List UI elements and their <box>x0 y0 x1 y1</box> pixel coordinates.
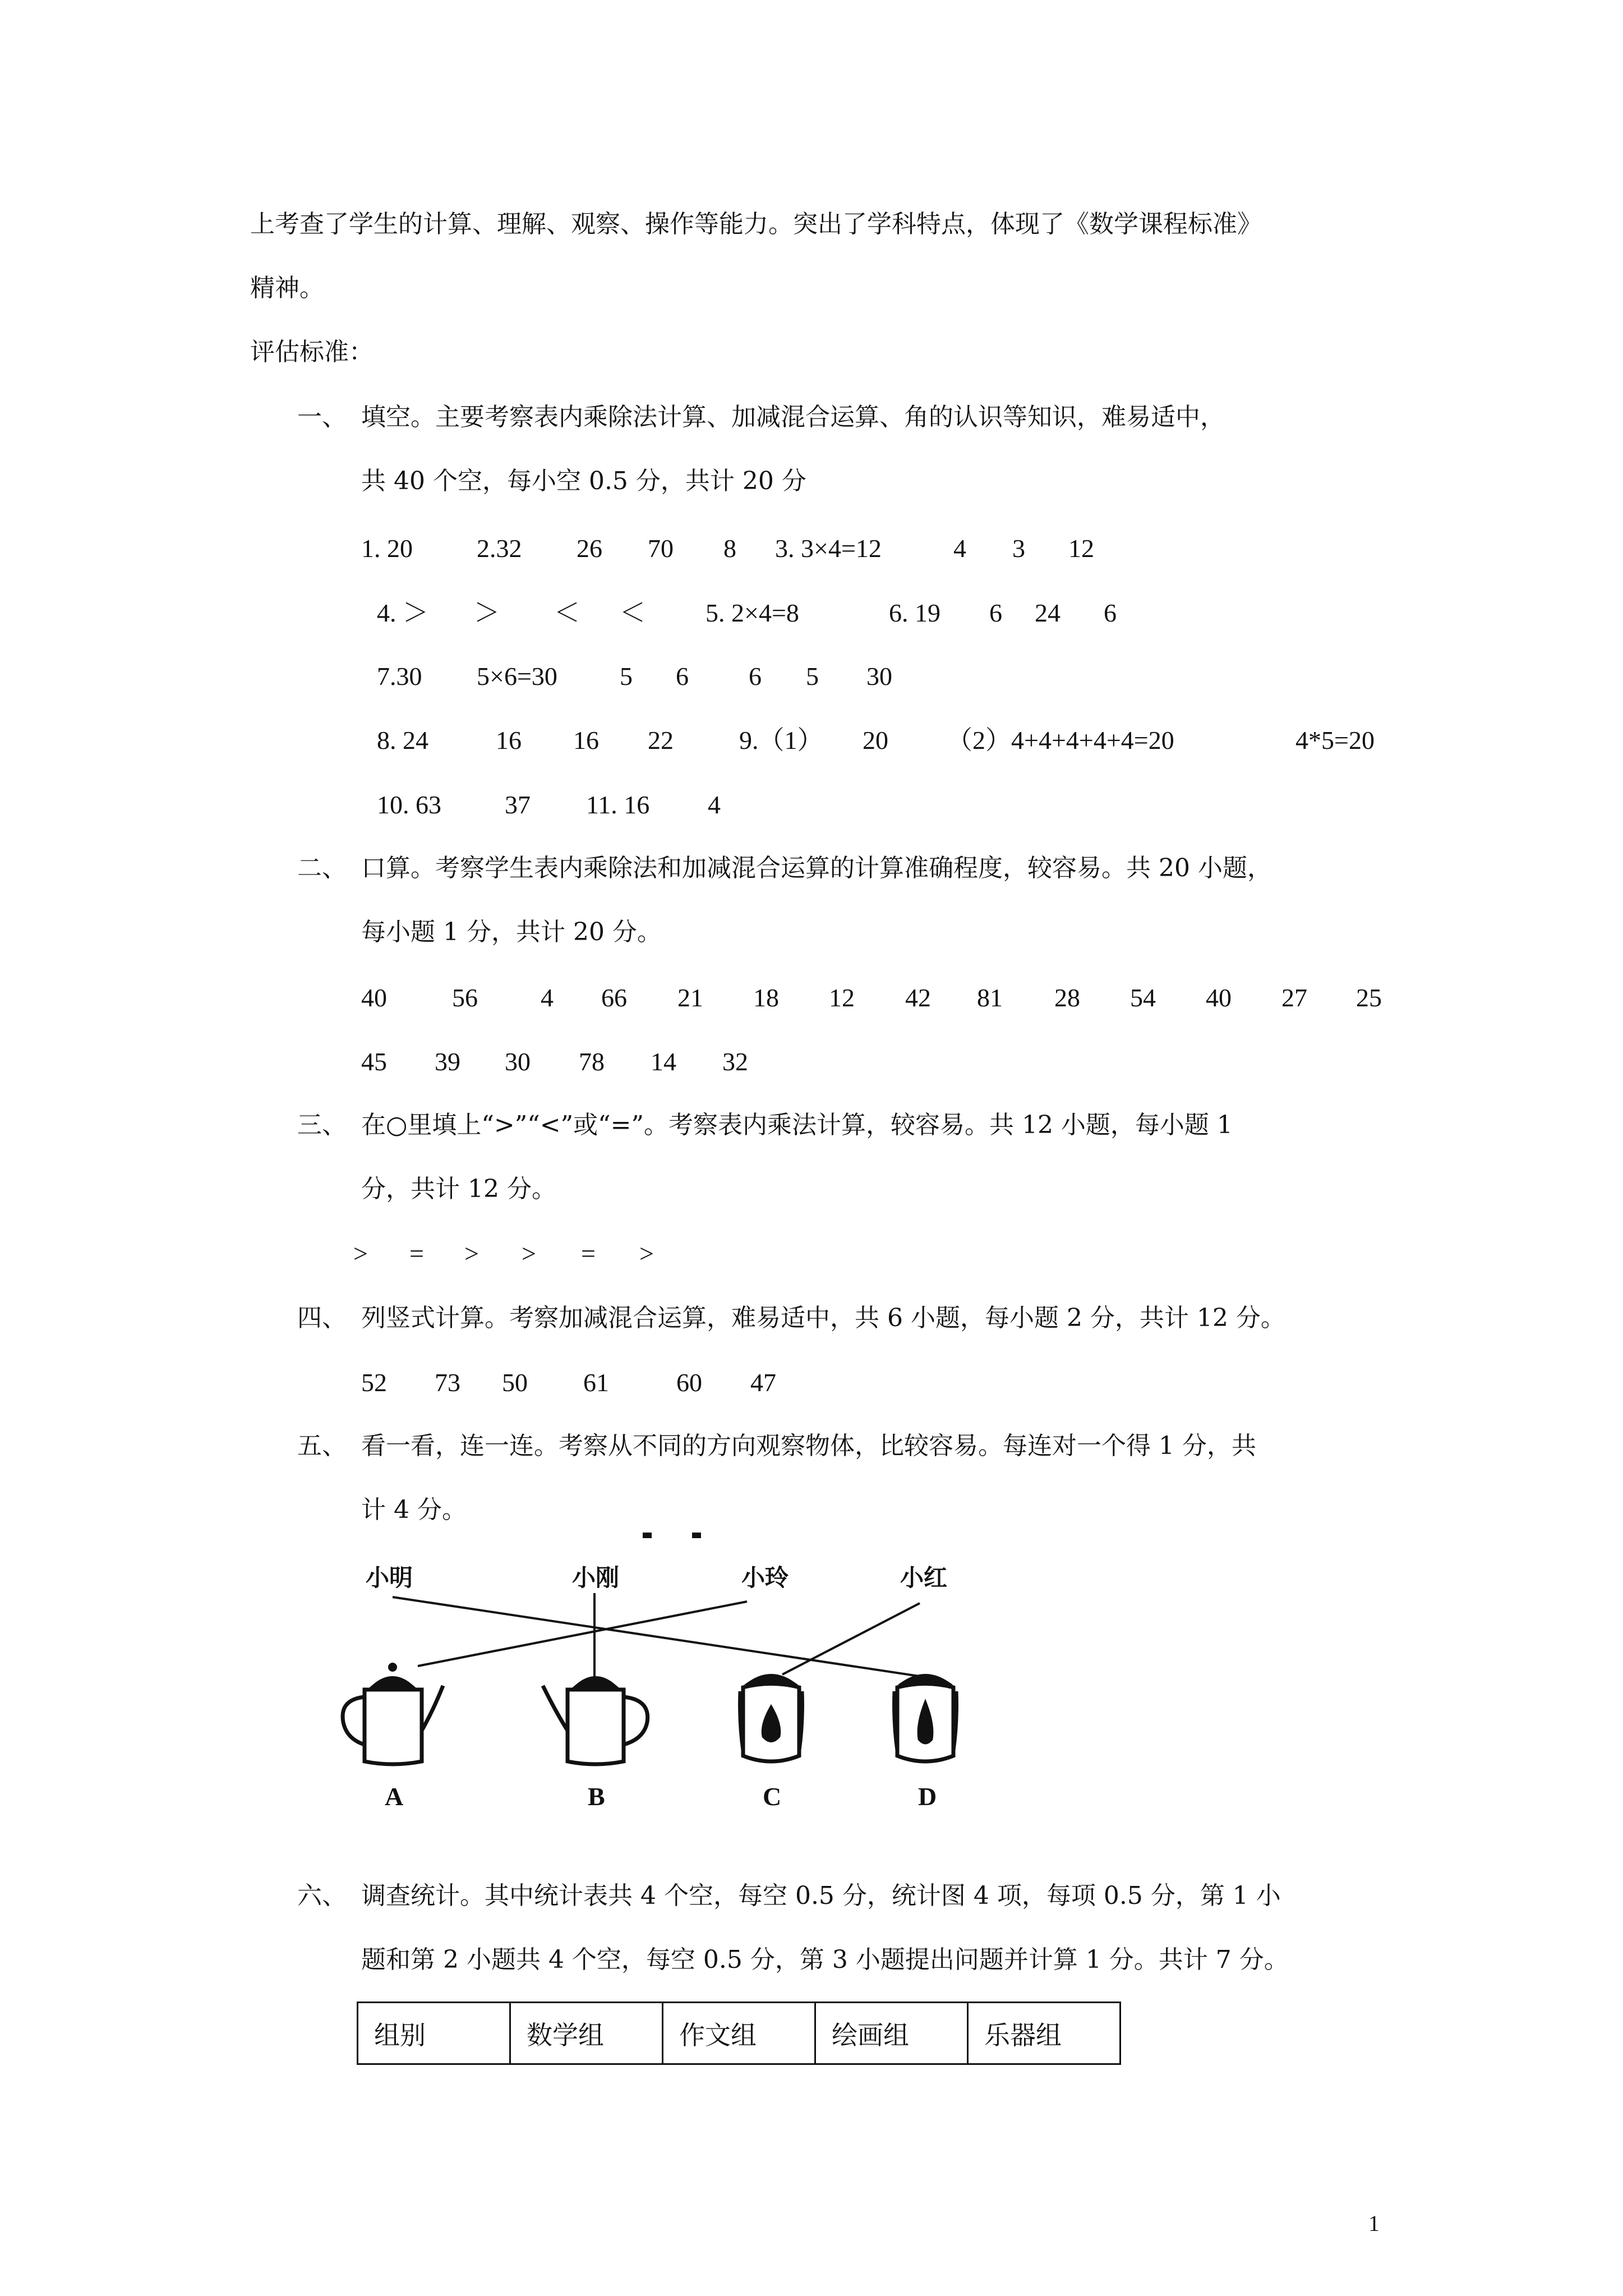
answer: 6 <box>749 662 762 691</box>
section-1-number: 一、 <box>297 403 347 431</box>
answer: 6 <box>989 599 1002 627</box>
label-a: A <box>385 1782 404 1811</box>
section-5-line-2: 计 4 分。 <box>361 1496 467 1524</box>
answer: 30 <box>505 1047 531 1076</box>
section-4-number: 四、 <box>297 1304 347 1332</box>
table-cell: 绘画组 <box>815 2003 968 2064</box>
answer: ＜ <box>554 599 580 627</box>
name-xiaohong: 小红 <box>900 1564 948 1591</box>
answer: 54 <box>1130 983 1156 1012</box>
answer: 6. 19 <box>889 599 940 627</box>
answer: 39 <box>435 1047 460 1076</box>
answer: 16 <box>496 726 522 754</box>
answer: > <box>639 1239 654 1268</box>
answer: 60 <box>676 1368 702 1397</box>
answer: 16 <box>573 726 599 754</box>
answer: 30 <box>866 662 892 691</box>
answer: 47 <box>750 1368 776 1397</box>
section-5-number: 五、 <box>297 1432 347 1460</box>
match-line-xiaoming-d <box>393 1597 926 1677</box>
teapot-c-icon <box>740 1676 803 1762</box>
teapot-d-icon <box>895 1676 957 1762</box>
answer: 4. ＞ <box>377 599 428 627</box>
section-2-line-2: 每小题 1 分，共计 20 分。 <box>361 918 662 946</box>
heading: 评估标准： <box>250 338 374 366</box>
answer: > <box>464 1239 479 1268</box>
scan-mark <box>692 1533 701 1538</box>
intro-line-2: 精神。 <box>250 274 324 302</box>
scan-mark <box>643 1533 652 1538</box>
section-3-number: 三、 <box>297 1111 347 1139</box>
answer: 4 <box>541 983 554 1012</box>
section-3-line-1: 在○里填上“>”“<”或“=”。考察表内乘法计算，较容易。共 12 小题，每小题 1 <box>361 1111 1233 1139</box>
answer: 10. 63 <box>377 790 441 819</box>
match-line-xiaohong-c <box>782 1603 920 1674</box>
answer: 11. 16 <box>586 790 650 819</box>
answer: ＞ <box>474 599 500 627</box>
name-xiaoling: 小玲 <box>741 1564 789 1591</box>
answer: 9.（1） <box>739 726 823 754</box>
answer: 8 <box>723 534 736 563</box>
table-row <box>358 2003 1121 2064</box>
answer: 24 <box>1035 599 1061 627</box>
intro-line-1: 上考查了学生的计算、理解、观察、操作等能力。突出了学科特点，体现了《数学课程标准》 <box>250 210 1262 238</box>
answer: 5×6=30 <box>477 662 557 691</box>
answer: > <box>353 1239 368 1268</box>
answer: 8. 24 <box>377 726 428 754</box>
answer: 5. 2×4=8 <box>706 599 799 627</box>
answer: 73 <box>435 1368 460 1397</box>
section-2-line-1: 口算。考察学生表内乘除法和加减混合运算的计算准确程度，较容易。共 20 小题， <box>361 854 1272 882</box>
table-cell: 组别 <box>358 2003 510 2064</box>
answer: 56 <box>452 983 478 1012</box>
answer: 66 <box>601 983 627 1012</box>
label-b: B <box>588 1782 605 1811</box>
answer: 14 <box>651 1047 676 1076</box>
answer: 4*5=20 <box>1295 726 1375 754</box>
answer: 1. 20 <box>361 534 413 563</box>
section-5-line-1: 看一看，连一连。考察从不同的方向观察物体，比较容易。每连对一个得 1 分，共 <box>361 1432 1256 1460</box>
answer: 6 <box>1104 599 1117 627</box>
section-1-line-1: 填空。主要考察表内乘除法计算、加减混合运算、角的认识等知识，难易适中， <box>361 403 1225 431</box>
answer: 22 <box>648 726 674 754</box>
answer: 3 <box>1012 534 1025 563</box>
answer: 70 <box>648 534 674 563</box>
answer: 25 <box>1356 983 1382 1012</box>
match-line-xiaoling-a <box>418 1602 747 1666</box>
name-xiaoming: 小明 <box>366 1564 413 1591</box>
answer: = <box>409 1239 424 1268</box>
section-6-number: 六、 <box>297 1881 347 1910</box>
answer: 78 <box>579 1047 605 1076</box>
answer: 5 <box>806 662 819 691</box>
answer: 12 <box>829 983 855 1012</box>
answer: 6 <box>676 662 689 691</box>
answer: > <box>522 1239 536 1268</box>
answer: ＜ <box>620 599 645 627</box>
answer: 32 <box>722 1047 748 1076</box>
section-3-line-2: 分，共计 12 分。 <box>361 1175 556 1203</box>
table-cell: 乐器组 <box>968 2003 1121 2064</box>
answer: 40 <box>1206 983 1232 1012</box>
answer: 21 <box>677 983 703 1012</box>
statistics-table <box>357 2001 1121 2065</box>
answer: 7.30 <box>377 662 422 691</box>
answer: 45 <box>361 1047 387 1076</box>
answer: 2.32 <box>477 534 522 563</box>
answer: 3. 3×4=12 <box>775 534 882 563</box>
section-4-line-1: 列竖式计算。考察加减混合运算，难易适中，共 6 小题，每小题 2 分，共计 12 分。 <box>361 1304 1285 1332</box>
answer: = <box>581 1239 596 1268</box>
answer: 18 <box>753 983 779 1012</box>
answer: 4 <box>953 534 966 563</box>
answer: 26 <box>577 534 602 563</box>
answer: 28 <box>1054 983 1080 1012</box>
section-1-line-2: 共 40 个空，每小空 0.5 分，共计 20 分 <box>361 467 806 495</box>
answer: （2）4+4+4+4+4=20 <box>947 726 1174 754</box>
answer: 5 <box>620 662 633 691</box>
label-c: C <box>763 1782 782 1811</box>
name-xiaogang: 小刚 <box>572 1564 620 1591</box>
page-number: 1 <box>1368 2211 1380 2236</box>
answer: 81 <box>977 983 1003 1012</box>
answer: 42 <box>905 983 931 1012</box>
section-6-line-2: 题和第 2 小题共 4 个空，每空 0.5 分，第 3 小题提出问题并计算 1 分。共计 7 分。 <box>361 1945 1289 1974</box>
answer: 37 <box>505 790 531 819</box>
answer: 27 <box>1281 983 1307 1012</box>
section-6-line-1: 调查统计。其中统计表共 4 个空，每空 0.5 分，统计图 4 项，每项 0.5 分，第 1 小 <box>361 1881 1281 1910</box>
table-cell: 作文组 <box>663 2003 815 2064</box>
table-cell: 数学组 <box>510 2003 663 2064</box>
answer: 61 <box>583 1368 609 1397</box>
answer: 20 <box>863 726 888 754</box>
teapot-b-icon <box>543 1678 648 1765</box>
answer: 4 <box>708 790 721 819</box>
label-d: D <box>918 1782 937 1811</box>
teapot-a-icon <box>343 1663 443 1764</box>
answer: 50 <box>502 1368 528 1397</box>
answer: 52 <box>361 1368 387 1397</box>
section-2-number: 二、 <box>297 854 347 882</box>
answer: 40 <box>361 983 387 1012</box>
answer: 12 <box>1068 534 1094 563</box>
